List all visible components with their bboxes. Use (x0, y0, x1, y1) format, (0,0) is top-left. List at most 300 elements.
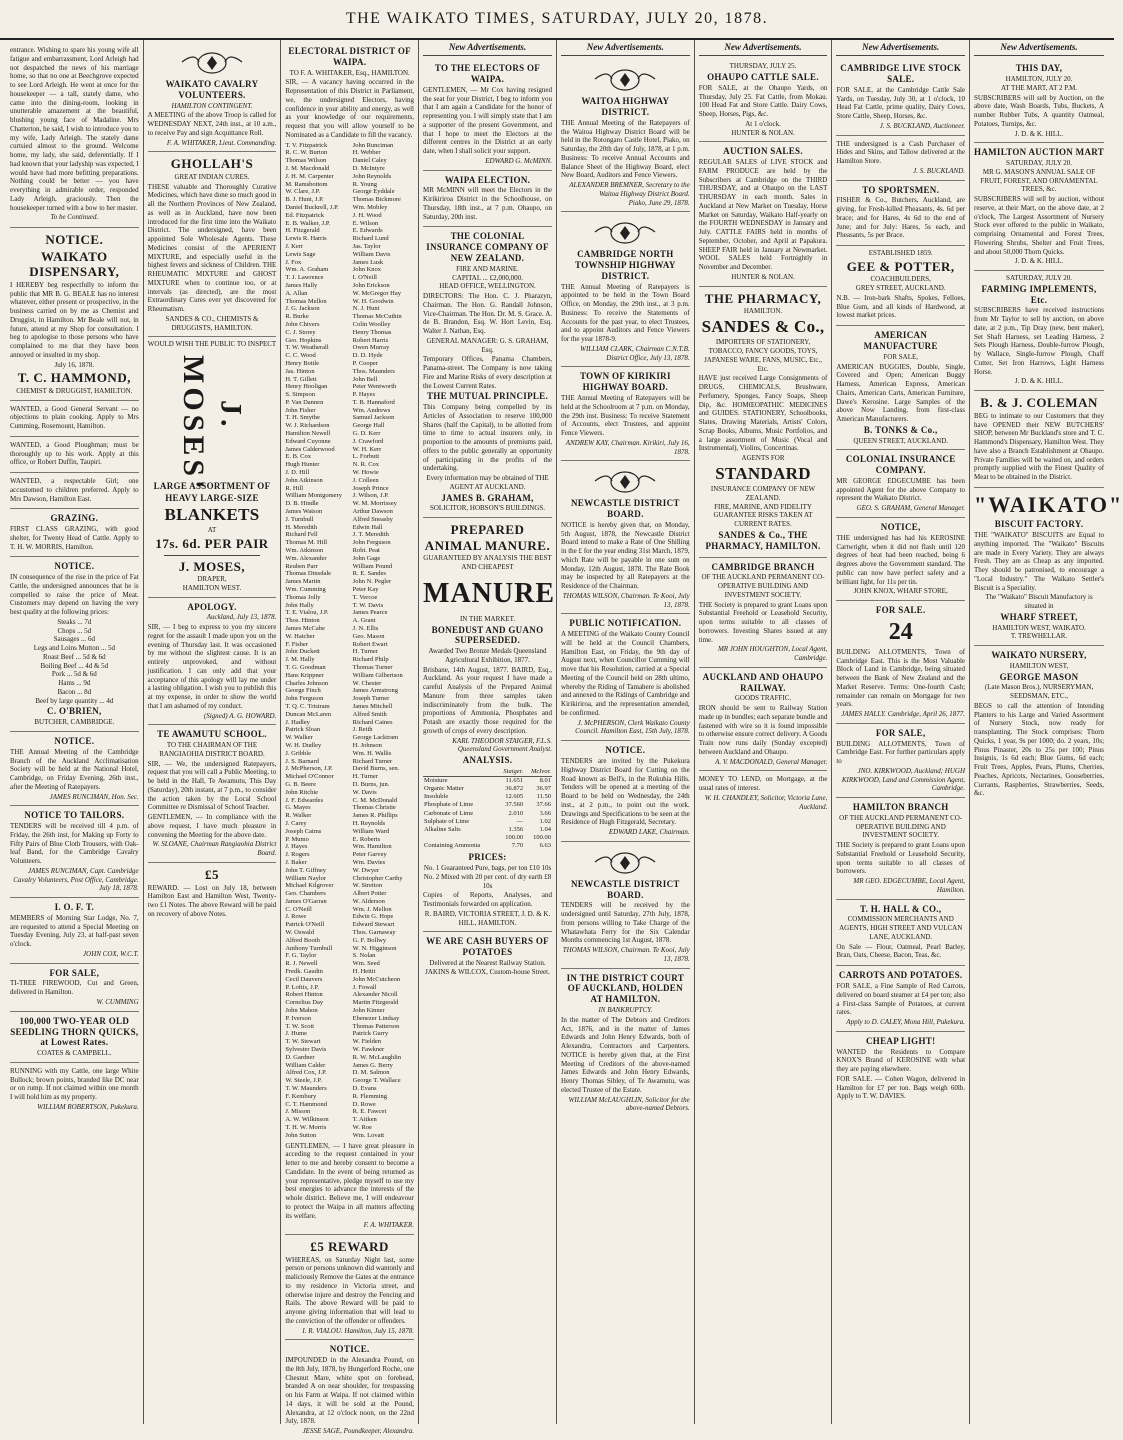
signatory-name: William Naylor (285, 874, 327, 882)
signatory-name: Alfred Sneasby (352, 515, 393, 523)
insure-office: HEAD OFFICE, WELLINGTON. (439, 282, 536, 291)
reward-heading: £5 (205, 866, 219, 882)
analysis-cell: 36.872 (505, 785, 524, 793)
farm-heading: FARMING IMPLEMENTS, Etc. (981, 283, 1097, 305)
ghollah-text: THESE valuable and Thoroughly Curative Medicines, which have done so much good in all the Northern Provinces of New Zealand, as well as in Auckland, have now been introduced for the first time into the Waikato District. The undersigned, have been appointed Sole Wholesale Agents. These Medicines consist of the APERIENT MIXTURE, and especially useful in the highest fevers and sickness of Children. THE RHEUMATIC MIXTURE and GHOST MIXTURE when to continue too, or at intervals (as directed), are the most Extraordinary Cures ever yet discovered for Rheumatism. (147, 182, 277, 314)
analysis-cell: 1.02 (539, 817, 552, 825)
biscuit-ad (974, 488, 1123, 646)
ghollah-sub: GREAT INDIAN CURES. (174, 172, 250, 181)
signatory-name: H. Reynolds (352, 819, 386, 827)
meat-text: IN consequence of the rise in the price of Fat Cattle, the undersigned announces that he is compelled to raise the price of Meat. Customers may depend on having the very best quality at the following prices: (10, 573, 139, 617)
analysis-row (423, 777, 552, 786)
signatory-name: George Lacktram (352, 734, 399, 742)
quicks-heading: 100,000 TWO-YEAR OLD SEEDLING THORN QUICKS, at Lowest Rates. (10, 1015, 139, 1048)
school-signature: W. SLOANE, Chairman Rangiaohia District Board. (152, 840, 277, 858)
signatory-name: William Ward (352, 827, 390, 835)
signatory-name: Arthur Dawson (352, 508, 393, 516)
meat-price: Sausages ... 6d (53, 635, 96, 644)
signatory-name: Thomas Christie (352, 804, 396, 812)
signatory-name: W. H. Kerr (352, 445, 382, 453)
gee-body: N.B. — Iron-bark Shafts, Spokes, Felloes, Blue Gum, and all kinds of Hardwood, at lowest market prices. (836, 293, 966, 320)
potatoes-heading: WE ARE CASH BUYERS OF POTATOES (426, 936, 549, 958)
signatory-name: T. G. Goodman (285, 663, 326, 671)
notice-heading: NOTICE. (605, 745, 646, 756)
signatory-name: Thos. Hinton (285, 617, 320, 625)
signatory-name: W. Hatcher (285, 632, 315, 640)
auction-signature: HUNTER & NOLAN. (731, 272, 795, 281)
mason-name: GEORGE MASON (999, 671, 1079, 682)
colonial-heading: COLONIAL INSURANCE COMPANY. (845, 454, 956, 476)
branch-sub: OF THE AUCKLAND PERMANENT CO-OPERATIVE BUILDING AND INVESTMENT SOCIETY. (701, 573, 825, 599)
signatory-name: Wm. Seed (352, 960, 380, 968)
signatory-name: Wm. Cumming (285, 586, 326, 594)
signatory-name: W. Howie (352, 469, 379, 477)
signatory-name: A. Grant (352, 617, 376, 625)
signatory-name: Ed. Fitzpatrick (285, 211, 324, 219)
reply-text: GENTLEMEN, — I have great pleasure in acceding to the request contained in your letter to me and hereby consent to become a Candidate. In the event of being returned as your representative, pledge myself to use my best energies to advance the interests of the whole district. Believe me, I will endeavour to protect the Waipa in all matters affecting its welfare. (285, 1141, 415, 1220)
cavalry-ad (148, 42, 277, 152)
court-ad (561, 969, 690, 1117)
public-notification-ad (561, 614, 690, 741)
signatory-name: E. Wilson (352, 219, 379, 227)
signatory-name: P. Mumo (285, 835, 309, 843)
branch-signature: MR JOHN HOUGHTON, Local Agent, Cambridge. (717, 645, 828, 663)
meat-price: Boiling Beef ... 4d & 5d (40, 661, 109, 670)
column-5 (557, 40, 695, 1424)
signatory-name: C. T. Hammond (285, 1100, 327, 1108)
court-heading: IN THE DISTRICT COURT OF AUCKLAND, HOLDEN AT HAMILTON. (566, 972, 685, 1005)
signatories-list (285, 142, 414, 1140)
notice-text: THE Annual Meeting of the Cambridge Branch of the Auckland Acclimatisation Society will be held at the National Hotel, Cambridge, on Friday Evening, 26th inst., after the Meeting of Ratepayers. (10, 747, 139, 791)
price-line: No. 2 Mixed with 20 per cent. of dry earth £8 10s (423, 872, 552, 890)
signatory-name: J. Wilson, J.P. (352, 492, 389, 500)
signatory-name: T. E. Vialou, J.P. (285, 609, 329, 617)
moses-signature: J. MOSES, (178, 558, 246, 574)
analysis-cell (423, 768, 497, 777)
tailors-text: TENDERS will be received till 4 p.m. of Friday, the 26th inst, for Making up Forty to Fifty Pairs of Blue Cloth Trousers, with Oak-leaf Band, for the Cambridge Cavalry Volunteers. (10, 822, 139, 866)
signatory-name: John Sutton (285, 1131, 317, 1139)
hamilton-branch-ad (836, 798, 965, 900)
cavalry-signature: F. A. WHITAKER, Lieut. Commanding. (166, 138, 277, 147)
signatory-name: F. G. Taylor (285, 952, 317, 960)
manure-heading: PREPARED ANIMAL MANURE. (424, 522, 551, 553)
signatory-name: G. B. Beere (285, 780, 317, 788)
signatory-name: John Kinner (352, 1007, 385, 1015)
apology-heading: APOLOGY. (187, 601, 237, 612)
ham-sub: MR G. MASON'S ANNUAL SALE OF FRUIT, FOREST, AND ORNAMENTAL TREES, &c. (980, 167, 1098, 194)
meat-price-list (10, 618, 139, 706)
dispensary-ad (10, 228, 139, 401)
signatory-name: George T. Wallace (352, 1077, 401, 1085)
analysis-cell: 37.66 (536, 801, 552, 809)
waitoa-text: THE Annual Meeting of the Ratepayers of the Waitoa Highway District Board will be held in the Rotongaro Castle Hotel, Piako, on Saturday, the 20th day of July, 1878, at 1 p.m. Business: To receive Annual Accounts and Balance Sheet of the Highway Board, elect New Board, Auditors and Fence Viewers. (561, 118, 690, 180)
signatory-name: T. H. W. Morris (285, 1124, 327, 1131)
signatory-name: George Hall (352, 422, 385, 430)
branch-text: THE Society is prepared to grant Loans upon Substantial Freehold or Leasehold Security, upon terms suitable to all classes of borrowers. Investing Shares issued at any time. (698, 600, 828, 644)
analysis-cell (423, 834, 497, 842)
cavalry-sub: HAMILTON CONTINGENT. (171, 101, 253, 110)
dispensary-body: I HEREBY beg respectfully to inform the public that MR B. G. BEALE has no interest whatever, either present or prospective, in the business carried on by me as Chemist and Druggist, in Hamilton. Mr Beale will not, in future, attend at my Shop for consultation. I beg to apologise to those persons who have complained to me that they have been annoyed or insulted in my shop. (10, 280, 139, 359)
signatory-name: J. Kerr (285, 242, 304, 250)
signatory-name: Michael Kilgrover (285, 882, 334, 890)
signatory-name: Sylvester Davis (285, 1046, 327, 1054)
signatory-name: Henry Hooligan (285, 383, 328, 391)
ham-date: SATURDAY, JULY 20. (1006, 159, 1072, 168)
newc2-text: TENDERS will be received by the undersigned until Saturday, 27th July, 1878, from persons willing to Take Charge of the Whatawhata Ferry for the Six Calendar Months commencing 1st August, 1878. (561, 901, 690, 945)
gates-reward-ad (285, 1235, 414, 1340)
signatory-name: Thomas Dinsdale (285, 570, 332, 578)
meat-price: Beef by large quantity ... 4d (35, 696, 114, 705)
obrien-sub: BUTCHER, CAMBRIDGE. (34, 718, 115, 727)
signatory-name: Samuel Jackson (352, 414, 395, 422)
moses-blankets: BLANKETS (164, 504, 260, 524)
pharmacy-ad (699, 287, 828, 558)
public-heading: PUBLIC NOTIFICATION. (569, 618, 682, 629)
signatory-name: Duncan McLaren (285, 710, 332, 718)
signatory-name: T. W. Maunders (285, 1085, 327, 1093)
analysis-cell: McIvor. (524, 768, 552, 777)
camb-heading: CAMBRIDGE NORTH TOWNSHIP HIGHWAY DISTRICT. (575, 249, 676, 281)
signatory-name: Joseph Caims (285, 827, 322, 835)
signatory-name: John Bell (352, 375, 378, 383)
iof-heading: I. O. F. T. (54, 902, 95, 913)
insure-sub: FIRE AND MARINE. (456, 264, 519, 273)
signatory-name: J. Crawford (352, 437, 384, 445)
elect-heading: ELECTORAL DISTRICT OF WAIPA. (288, 46, 411, 67)
prices-heading: PRICES: (468, 852, 507, 863)
signatory-name: G. Mayes (285, 804, 311, 812)
land-heading: FOR SALE. (875, 605, 926, 616)
signatory-name: N. J. Hunt (352, 305, 380, 313)
manure-award: Awarded Two Bronze Medals Queensland Agricultural Exhibition, 1877. (428, 647, 547, 664)
signatory-name: David Burns, sen. (352, 765, 400, 773)
forsale-text: TI-TREE FIREWOOD, Cut and Green, delivered in Hamilton. (10, 979, 139, 997)
firewood-ad (10, 964, 139, 1012)
waitoa-ad (561, 59, 690, 212)
agent-sub: SOLICITOR, HOBSON'S BUILDINGS. (429, 504, 546, 513)
signatory-name: George Eyddale (352, 188, 395, 196)
signatory-name: Alfred Cox, J.P. (285, 1069, 327, 1077)
court-signature: WILLIAM McLAUGHLIN, Solicitor for the above-named Debtors. (568, 1095, 690, 1113)
branch-heading: CAMBRIDGE BRANCH (711, 561, 815, 572)
signatory-name: James Martin (285, 578, 321, 586)
signatory-name: Hamilton Newell (285, 430, 331, 438)
signatory-name: Colin Woolley (352, 320, 391, 328)
signatory-name: Wm. Andrews (352, 406, 391, 414)
signatory-name: C. C. Wood (285, 352, 316, 360)
land-signature: JAMES HALLY. Cambridge, April 26, 1877. (841, 710, 966, 719)
signatory-name: C. M. McDonald (352, 796, 398, 804)
camb-text: THE Annual Meeting of Ratepayers is appointed to be held in the Town Board Office, on Monday, the 29th inst., at 3 p.m. Business: To receive the Statements of Accounts for the past year, to elect Trustees, and to appoint Auditors and Fence Viewers for the year 1878-9. (561, 282, 690, 344)
rail-text: IRON should be sent to Railway Station made up in bundles; each separate bundle and fastened with wire so it is found impossible to otherwise ensure correct delivery. A Goods Train now runs daily (Sunday excepted) between Auckland and Ohaupo. (698, 704, 828, 756)
signatory-name: P. Van Dannen (285, 398, 324, 406)
signatory-name: Wm. J. Mellon (352, 905, 392, 913)
signatory-name: Anthony Turnbull (285, 944, 333, 952)
signatory-name: W. Fielden (352, 1038, 381, 1046)
signatory-name: Lewis Sage (285, 250, 316, 258)
biscuit-heading: "WAIKATO" (974, 491, 1123, 517)
moses-intro: WOULD WISH THE PUBLIC TO INSPECT (147, 340, 277, 349)
signatory-name: H. Johnson (352, 741, 382, 749)
crest-emblem-icon (177, 48, 247, 76)
signatory-name: Thomas Wilson (285, 157, 327, 165)
signatory-name: R. J. Newell (285, 960, 318, 968)
signatory-name: W. Oswald (285, 929, 314, 937)
signatory-name: John Ferguson (352, 539, 391, 547)
cheap-text: WANTED the Residents to Compare KNOX'S Brand of KEROSINE with what they are paying elsewhere. (836, 1047, 966, 1074)
kiri-text: THE Annual Meeting of Ratepayers will be held at the Schoolroom at 7 p.m. on Monday, the 29th inst. Business: To receive Statement of Accounts, elect Trustees, and appoint Fence Viewers. (561, 394, 690, 438)
land-text: BUILDING ALLOTMENTS, Town of Cambridge East. This is the Most Valuable Block of Land in Cambridge, being situated between the Bank of New Zealand and the Market Reserve. Terms: One-fourth Cash; remainder can remain on Mortgage for two years. (836, 647, 966, 709)
mart-sale-ad (974, 59, 1104, 143)
standard-body: FIRE, MARINE, AND FIDELITY GUARANTEE RISKS TAKEN AT CURRENT RATES. (713, 502, 813, 529)
mart-text: SUBSCRIBERS will sell by Auction, on the above date, Wash Boards, Tubs, Buckets, A number Rubber Tubs, A quantity Oatmeal, Potatoes, Turnips, &c. (974, 93, 1105, 128)
camb-signature: WILLIAM CLARK, Chairman C.N.T.B. District Office, July 13, 1878. (580, 344, 690, 362)
analysis-row (423, 826, 552, 834)
signatory-name: Thomas McCuthin (352, 313, 402, 321)
coleman-ad (974, 391, 1104, 488)
analysis-row (423, 768, 552, 777)
hall-ad (836, 900, 965, 967)
farm-text: SUBSCRIBERS have received instructions from Mr Taylor to sell by auction, on above date, at 2 p.m., Tip Dray (new, bent maker), Set Shaft Harness, set Leading Harness, 2 Sets Plough Harness, Double-furrow Plough, by Wallace, Single-furrow Plough, Chaff Cutter, Set Iron Harrows, Light Harness Horse. (974, 306, 1105, 376)
signatory-name: Jas. Taylor (352, 242, 381, 250)
court-text: In the matter of The Debtors and Creditors Act, 1876, and in the matter of James Edwards and John Henry Edwards, both of Alexandra, Contractors and Carpenters. NOTICE is hereby given that, at the First Meeting of Creditors of the above-named James Edwards and John Henry Edwards, Henry Thomas Sibley, of Te Awamutu, was elected Trustee of the Estate. (561, 1015, 690, 1094)
signatory-name: John Mahon (285, 1007, 318, 1015)
signatory-name: John Knox (352, 266, 382, 274)
hamilton-mart-ad (974, 143, 1104, 271)
signatory-name: Alfred Smith (352, 710, 387, 718)
forsale-signature: W. CUMMING (96, 997, 139, 1006)
signatory-name: F. Kembury (285, 1092, 317, 1100)
column-8 (970, 40, 1123, 1424)
signatory-name: Hugh Hunter (285, 461, 320, 469)
iof-signature: JOHN COX, W.C.T. (83, 949, 139, 958)
manure-signature: KARL THEODOR STAIGER, F.L.S. Queensland Government Analyst. (452, 736, 553, 754)
biscuit-note: The "Waikato" Biscuit Manufactory is situated in (985, 593, 1093, 611)
analysis-cell: 37.560 (505, 801, 524, 809)
meat-price: Bacon ... 8d (57, 687, 92, 696)
signatory-name: John Chivers (285, 320, 320, 328)
est-line: ESTABLISHED 1859. (868, 249, 933, 258)
signatory-name: H. Fitzgerald (285, 227, 320, 235)
signatory-name: J. Gribble (285, 749, 311, 757)
rail-heading: AUCKLAND AND OHAUPO RAILWAY. (702, 671, 824, 693)
column-header: New Advertisements. (561, 42, 690, 56)
signatory-name: Geo. Hopkins (285, 336, 322, 344)
notice-text: TENDERS are invited by the Pukekura Highway District Board for Cutting on the Road known as Bell's, in the Rukuhia Hills. Tenders will be opened at a meeting of the Board to be held on Wednesday, the 24th inst., at 2 p.m., to point out the work. Drawings and Specifications to be seen at the Residence of Hugh Fitzgerald, Secretary. (561, 757, 690, 827)
signatory-name: D. Evans (352, 1085, 377, 1093)
analysis-cell: 1.04 (539, 825, 552, 833)
gee-name: GEE & POTTER, (846, 258, 955, 274)
ham-heading: HAMILTON AUCTION MART (974, 147, 1105, 158)
farming-ad (974, 271, 1104, 391)
newc-text: NOTICE is hereby given that, on Monday, 5th August, 1878, the Newcastle District Board intend to make a Rate of One Shilling in the £ for the year ending 31st March, 1879, which Rate will be payable in one sum on Monday, 12th August, 1878. The Rate Book may be inspected by all Ratepayers at the Residence of the Chairman. (561, 520, 690, 591)
signatory-name: Hans Krippner (285, 671, 324, 679)
running-ad (10, 1063, 139, 1116)
knox-text: THE undersigned has had his KEROSINE Cartwright, when it did not flash until 120 degrees of heat had been reached, being 6 degrees above the Government standard. The public can now have perfect safety and a brilliant light, for 11s per tin. (836, 533, 966, 586)
insure-capital: CAPITAL ... £2,000,000. (452, 273, 523, 282)
cheap-heading: CHEAP LIGHT! (866, 1035, 936, 1046)
analysis-cell: 12.605 (505, 793, 524, 801)
signatory-name: W. M. Morrissey (352, 500, 397, 508)
signatory-name: John Ferguson (285, 695, 324, 703)
signatory-name: Ebenezer Lindsay (352, 1014, 400, 1022)
analysis-cell: 100.00 (505, 833, 524, 841)
hides-signature: J. S. BUCKLAND. (913, 166, 966, 175)
agent-name: JAMES B. GRAHAM, (441, 492, 534, 503)
standard-name: STANDARD (715, 463, 811, 483)
newcastle-ferry-ad (561, 842, 690, 969)
knox-signature: JOHN KNOX, WHARF STORE, (853, 587, 948, 596)
signatory-name: John Duckett (285, 648, 320, 656)
signatory-name: James O'Garran (285, 897, 327, 905)
signatory-name: J. Hadley (285, 718, 310, 726)
wharf-place: HAMILTON WEST, WAIKATO. (992, 623, 1086, 632)
signatory-name: G. F. Bollwy (352, 936, 387, 944)
moses-ad (148, 337, 277, 597)
sports-heading: TO SPORTSMEN. (862, 184, 940, 195)
grazing-ad (10, 509, 139, 557)
pharmacy-place: HAMILTON. (743, 307, 783, 316)
signatory-name: James Calderwood (285, 445, 335, 453)
sandes-body: HAVE just received Large Consignments of DRUGS, CHEMICALS, Brushware, Perfumery, Sponges, Fancy Soaps, Sheep Dip, &c. HOMŒOPATHIC MEDICINES and GUIDES. STATIONERY, Schoolbooks, Slates, Drawing Materials, Artists' Colors, Scrap Books, Albums, Music Portfolios, and a large assortment of Music (Vocal and Instrumental), Violins, Concertinas. (698, 374, 828, 453)
signatory-name: T. H. Smythe (285, 414, 320, 422)
analysis-heading: ANALYSIS. (462, 755, 513, 766)
court-sub: IN BANKRUPTCY. (598, 1006, 653, 1014)
signatory-name: William Gilbertson (352, 671, 403, 679)
farm-date: SATURDAY, JULY 20. (1006, 274, 1072, 283)
signatory-name: C. J. Storey (285, 328, 316, 336)
signatory-name: H. Turner (352, 773, 378, 781)
mason-body: BEGS to call the attention of Intending Planters to his Large and Varied Assortment of Nursery Stock, now ready for transplanting. The Stock comprises: Thorn Quicks, 1 year, 9s per 1000; do. 2 years, 10s; Pinus Pinaster, 20s to 25s per 100; Pinus Insignis, 1s 6d each; Blue Gums, 6d each; Fruit Trees, Apples, Pears, Plums, Cherries, Peaches, Apricots, Nectarines, Gooseberries, Currants, Raspberries, Strawberries, Seeds, &c. (974, 701, 1105, 798)
signatory-name: Lewis R. Harris (285, 235, 327, 243)
signatory-name: D. McIntyre (352, 164, 385, 172)
waitoa-signature: ALEXANDER BREMNER, Secretary to the Waitoa Highway District Board. (569, 181, 690, 198)
apology-ad (148, 598, 277, 726)
signatory-name: John McCutcheon (352, 975, 401, 983)
moses-heavy: HEAVY LARGE-SIZE (165, 492, 259, 503)
potatoes-ad (423, 932, 552, 980)
analysis-cell: 8.01 (539, 777, 552, 785)
signatory-name: J. Hayes (285, 843, 308, 851)
signatory-name: John Fisher (285, 406, 316, 414)
signatory-name: J. H. M. Carpenter (285, 172, 334, 180)
ohaupo-date: THURSDAY, JULY 25. (729, 62, 797, 71)
american-sub: FOR SALE, (883, 352, 918, 361)
signatory-name: Reuben Parr (285, 562, 318, 570)
mutual-text: This Company being compelled by its Articles of Association to reserve 100,000 Shares (half the Capital), to be allotted from time to time to actual insurers only, in proportion to the amounts of premiums paid, offers to the public generally an opportunity of participating in the profits of the undertaking. (423, 403, 553, 473)
tonks-name: B. TONKS & Co., (863, 424, 938, 435)
signatory-name: R. Hill (285, 484, 304, 492)
signatory-name: J. Reith (352, 726, 373, 734)
obrien-name: C. O'BRIEN, (47, 706, 102, 717)
forsale-heading: FOR SALE, (49, 967, 100, 978)
column-2 (144, 40, 282, 1424)
signatory-name: J. F. Edwardes (285, 796, 324, 804)
masthead-title: THE WAIKATO TIMES, SATURDAY, JULY 20, 1878. (345, 10, 769, 27)
wanted-2-text: WANTED, a Good Ploughman; must be thoroughly up to his work. Apply at this office, or Robert Duffin, Taupiri. (10, 440, 139, 467)
signatory-name: J. Fox (285, 258, 302, 266)
signatory-name: Edward Stewart (352, 921, 395, 929)
signatory-name: Peter Garvey (352, 851, 387, 859)
column-4 (419, 40, 557, 1424)
signatory-name: B. J. Hunt, J.P. (285, 196, 324, 204)
signatory-name: W. Alderson (352, 897, 385, 905)
signatory-name: J. M. Hally (285, 656, 315, 664)
carrots-heading: CARROTS AND POTATOES. (838, 970, 963, 981)
gee-potter-ad (836, 246, 965, 326)
colonial-agent-ad (836, 450, 965, 518)
signatory-name: Henry Bottle (285, 359, 320, 367)
school-reply: GENTLEMEN, — In compliance with the above request, I have much pleasure in convening the Meeting for the above date. (147, 813, 277, 839)
signatory-name: H. Webber (352, 149, 381, 157)
signatory-name: N. R. Cox (352, 461, 380, 469)
ham-text: SUBSCRIBERS will sell by auction, without reserve, at their Mart, on the above date, at 2 o'clock, The Largest Assortment of Nursery Stock ever offered to the public in Waikato, comprising Ornamental and Forest Trees, Flowering Shrubs, Shelter and Fruit Trees, and about 50,000 Thorn Quicks. (974, 195, 1105, 256)
signatory-name: John Runciman (352, 141, 394, 149)
signatory-name: James Watson (285, 508, 323, 516)
signatory-name: John T. Giffney (285, 866, 326, 874)
wanted-1-text: WANTED, a Good General Servant — no objections to plain cooking. Apply to Mrs Cumming, Rosemount, Hamilton. (10, 404, 139, 431)
insure-manager: GENERAL MANAGER: G. S. GRAHAM, Esq. (426, 336, 549, 354)
story-text: entrance. Wishing to spare his young wife all fatigue and embarrassment, Lord Arleigh had not despatched the news of his marriage home, so that no one at Beechgrove expected to see Lord Arleigh. He went at once for the housekeeper — a tall, stately dame, who came into the dining-room, looking in unutterable amazement at the beautiful, blushing young face of Madaline. Mrs Chatterton, he said, I wish to introduce you to my wife, Lady Arleigh. The stately dame curtsied almost to the ground. Welcome home, my lady, she said, deferentially. If I had known that your ladyship was expected, I would have had more befitting preparations. Nothing could be better — you have everything in admirable order, responded Lady Arleigh, graciously. Then the housekeeper turned with a bow to her master. (10, 46, 139, 212)
nursery-ad (974, 646, 1104, 803)
colonial-signature: GEO. S. GRAHAM, General Manager. (856, 504, 966, 513)
signatory-name: J. N. Ellis (352, 625, 379, 632)
ghollah-ad (148, 152, 277, 337)
forsale-text: FOR SALE. — Cohen Wagon, delivered in Hamilton for £7 per ton. Bags weigh 60lb. Apply to T. W. DAVIES. (836, 1074, 966, 1101)
signatory-name: John Gage (352, 554, 381, 562)
signatory-name: John Ritchie (285, 788, 319, 796)
allotments-ad (836, 601, 965, 724)
carrots-text: FOR SALE, a Fine Sample of Red Carrots, delivered on board steamer at £4 per ton; also a First-class Sample of Potatoes, at current rates. (836, 982, 966, 1017)
mart-time: AT THE MART, AT 2 P.M. (1000, 83, 1078, 92)
grazing-heading: GRAZING. (50, 513, 99, 524)
wanted-ad-1 (10, 401, 139, 437)
mart-signature: J. D. & K. HILL. (1014, 129, 1064, 138)
signatory-name: T. Q. C. Tristram (285, 702, 330, 710)
analysis-cell: Containing Ammonia (424, 842, 481, 850)
rail-signature: A. V. MACDONALD, General Manager. (715, 757, 828, 766)
hbranch-signature: MR GEO. EDGECUMBE, Local Agent, Hamilton. (853, 877, 966, 894)
signatory-name: H. T. Gillett (285, 375, 317, 383)
signatory-name: J. Misson (285, 1108, 311, 1116)
running-text: RUNNING with my Cattle, one large White Bullock; brown points, branded like DC near or on rump. If not claimed within one month I will hold him as my property. (10, 1066, 139, 1102)
reward-signature: I. R. VIALOU. Hamilton, July 15, 1878. (302, 1326, 415, 1335)
newcastle-ad (561, 461, 690, 614)
waipa-text: MR McMINN will meet the Electors in the Kirikiriroa District in the Schoolhouse, on Thursday, 18th inst., at 7 p.m. Ohaupo, on Saturday, 20th inst. (423, 186, 553, 221)
kirkwood-ad (836, 724, 965, 798)
signatory-name: Thomas Mellon (285, 297, 327, 305)
hides-text: THE undersigned is a Cash Purchaser of Hides and Skins, and Tallow delivered at the Hamilton Store. (836, 139, 966, 166)
signatory-name: E. B. Walker, J.P. (285, 219, 331, 227)
signatory-name: James Mitchell (352, 702, 393, 710)
signatory-name: Michael O'Connor (285, 773, 334, 781)
gee-place: GREY STREET, AUCKLAND. (855, 284, 946, 293)
electors-signature: EDWARD G. McMINN. (485, 156, 553, 165)
signatory-name: Wm. Mobley (352, 203, 388, 211)
kiri-signature: ANDREW KAY, Chairman. Kirikiri, July 16, 1878. (565, 438, 690, 456)
signatory-name: Daniel Caley (352, 157, 387, 165)
tailors-notice (10, 806, 139, 898)
dispensary-title: WAIKATO DISPENSARY, (29, 248, 120, 280)
notice-signature: JESSE SAGE, Poundkeeper, Alexandra. (302, 1427, 415, 1436)
analysis-cell: 2.010 (508, 809, 524, 817)
signatory-name: Thomas M. Hill (285, 539, 328, 547)
analysis-row (423, 810, 552, 818)
signatory-name: D. Rowe (352, 1100, 376, 1108)
signatory-name: E. Roberts (352, 835, 381, 843)
crest-emblem-icon (590, 467, 660, 495)
column-header: New Advertisements. (423, 42, 552, 56)
